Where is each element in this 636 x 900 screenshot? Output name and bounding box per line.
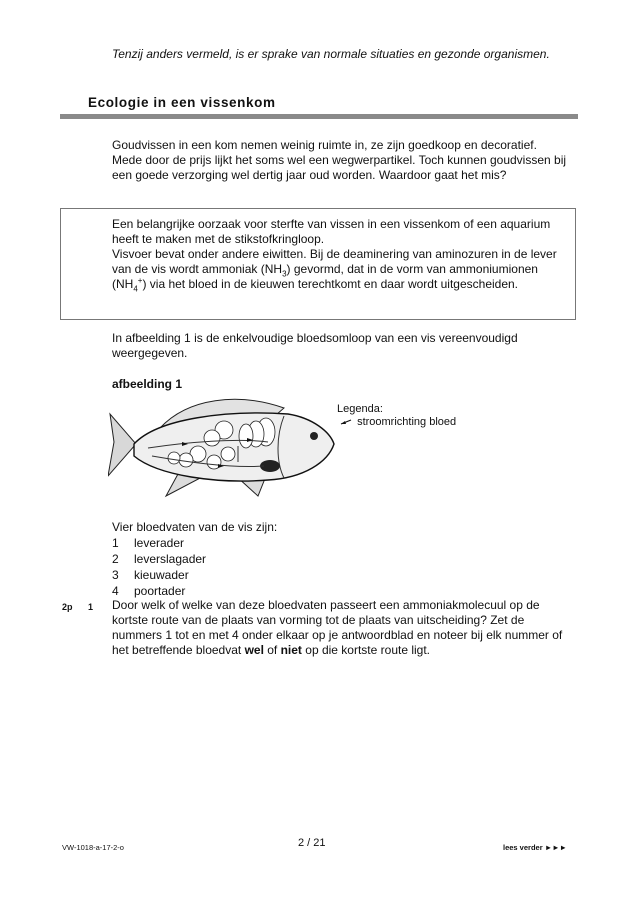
vessels-intro: Vier bloedvaten van de vis zijn: [112,520,278,534]
legend-item [340,415,456,430]
box-line-2: Visvoer bevat onder andere eiwitten. Bij de deaminering van aminozuren in de lever van de vis wordt ammoniak $(NH_3)$ gevormd, dat in de vorm van ammoniumionen $(NH_4^+)$ via het bloed in de kieuwen terechtkomt en daar wordt uitgescheiden. [112,247,557,294]
question-text: Door welk of welke van deze bloedvaten passeert een ammoniakmolecuul op de kortste route van de plaats van vorming tot de plaats van uitscheiding? Zet de nummers 1 tot en met 4 onder elkaar op je antwoordblad en noteer bij elk nummer of het betreffende bloedvat wel of niet op die kortste route ligt. [112,598,563,657]
fish-body [134,413,334,481]
legend-item-label: stroomrichting bloed [357,416,457,428]
list-item: 1 leverader [112,536,185,550]
arrow-icon [340,418,354,426]
section-title: Ecologie in een vissenkom [88,95,276,110]
figure-label: afbeelding 1 [112,377,183,391]
fish-tail [108,414,136,476]
section-divider [60,114,578,119]
question-points: 2p [62,602,73,612]
context-box-text [112,217,567,292]
list-item: 4 poortader [112,584,186,598]
fish-eye [310,432,318,440]
intro-note: Tenzij anders vermeld, is er sprake van normale situaties en gezonde organismen. [112,47,550,61]
footer-continue: lees verder ►►► [503,843,567,852]
vessel-list [112,536,206,600]
box-line-1: Een belangrijke oorzaak voor sterfte van vissen in een vissenkom of een aquarium heeft te maken met de stikstofkringloop. [112,217,551,246]
fish-circulation-figure [108,392,338,502]
list-item: 2 leverslagader [112,552,207,566]
paragraph-intro: Goudvissen in een kom nemen weinig ruimte in, ze zijn goedkoop en decoratief. Mede door de prijs lijkt het soms wel een wegwerpartikel. Toch kunnen goudvissen bij een goede verzorging wel dertig jaar oud worden. Waardoor gaat het mis? [112,138,567,182]
list-item: 3 kieuwader [112,568,189,582]
question-number: 1 [88,602,94,612]
footer-page-number: 2 / 21 [298,837,326,849]
paragraph-figure-intro: In afbeelding 1 is de enkelvoudige bloedsomloop van een vis vereenvoudigd weergegeven. [112,331,518,360]
legend-title: Legenda: [337,403,383,415]
footer-exam-code: VW-1018-a-17-2-o [62,843,124,852]
